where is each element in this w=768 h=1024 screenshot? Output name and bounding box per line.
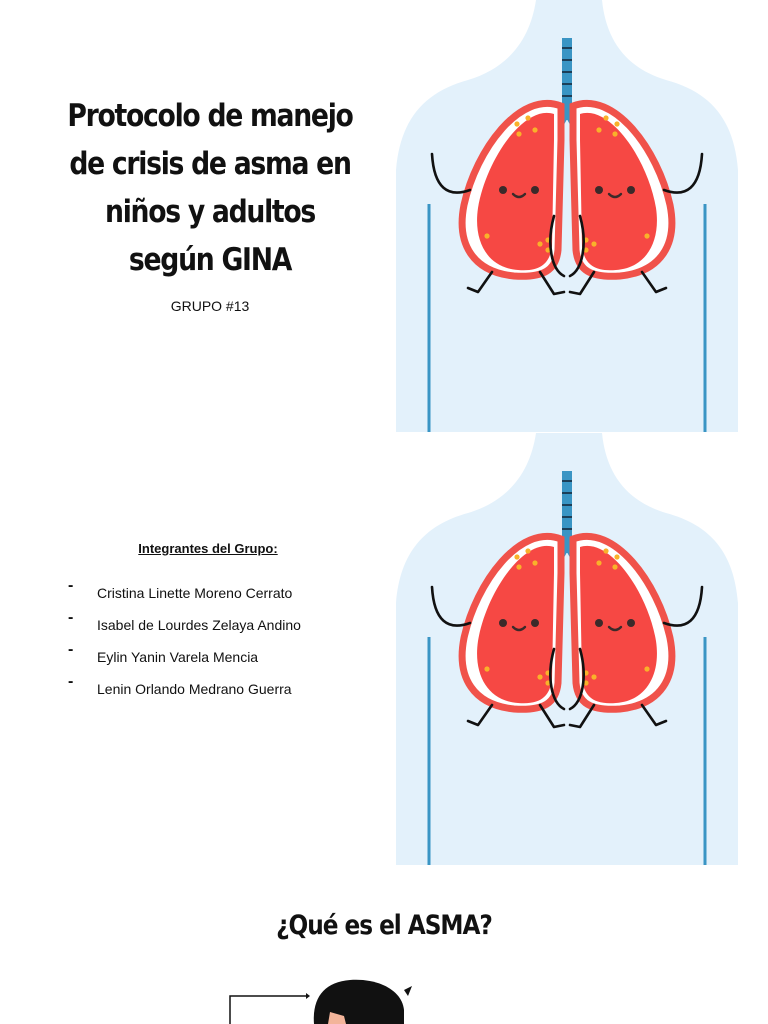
lungs-illustration	[396, 0, 738, 432]
member-name: Cristina Linette Moreno Cerrato	[97, 585, 293, 601]
members-heading: Integrantes del Grupo:	[138, 541, 278, 556]
slide-title	[0, 0, 768, 432]
member-name: Lenin Orlando Medrano Guerra	[97, 681, 292, 697]
presentation-title: Protocolo de manejo de crisis de asma en niños y adultos según GINA	[67, 98, 353, 278]
bullet-dash: -	[68, 577, 74, 594]
member-name: Isabel de Lourdes Zelaya Andino	[97, 617, 301, 633]
bullet-dash: -	[68, 673, 74, 690]
slide-what-is-asthma	[0, 866, 768, 1024]
bullet-dash: -	[68, 609, 74, 626]
bullet-dash: -	[68, 641, 74, 658]
lungs-illustration	[396, 433, 738, 865]
section-heading: ¿Qué es el ASMA?	[276, 910, 492, 941]
group-label: GRUPO #13	[170, 298, 250, 314]
member-name: Eylin Yanin Varela Mencia	[97, 649, 259, 665]
girl-illustration	[220, 976, 420, 1024]
slide-members	[0, 433, 768, 865]
